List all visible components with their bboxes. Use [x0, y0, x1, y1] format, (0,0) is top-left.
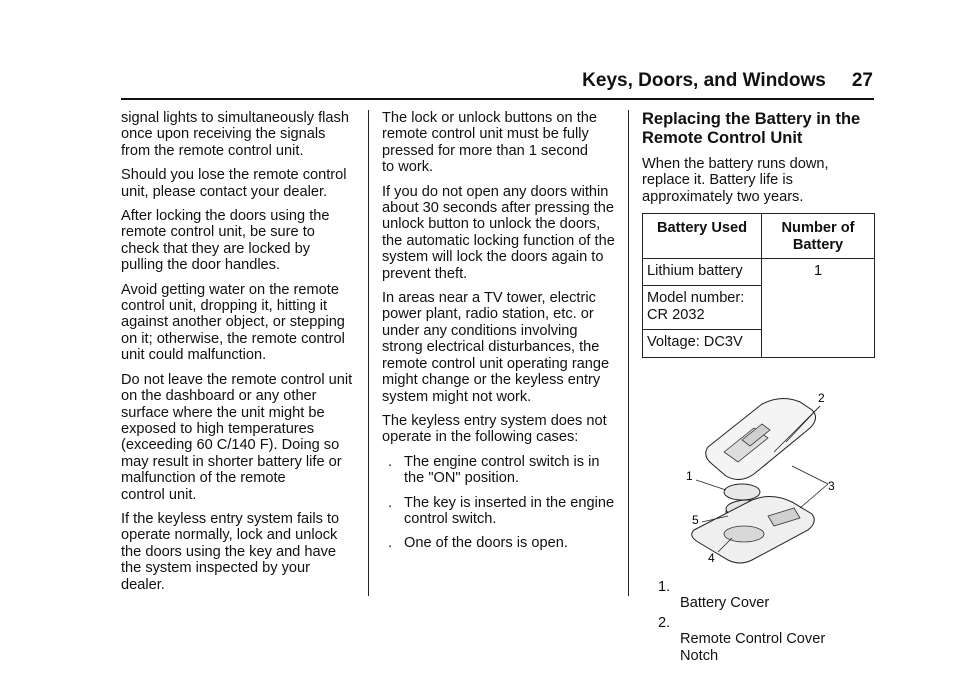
paragraph: Should you lose the remote control unit, please contact your dealer. [121, 167, 347, 200]
caption-text: Battery Cover [680, 595, 770, 612]
table-cell: Model number: CR 2032 [643, 286, 762, 330]
figure-label: 5 [692, 512, 699, 527]
table-cell: Voltage: DC3V [643, 330, 762, 357]
bullet-list [382, 454, 616, 552]
list-item [382, 535, 616, 551]
figure-caption [658, 579, 874, 664]
header-rule [121, 98, 874, 100]
column-1 [121, 110, 353, 601]
paragraph: Avoid getting water on the remote control unit, dropping it, hitting it against another object, or stepping on it; otherwise, the remote control unit could malfunction. [121, 281, 345, 364]
battery-cover-part [724, 484, 760, 500]
caption-number: 2. [658, 614, 671, 631]
column-2 [382, 110, 616, 560]
column-divider-2 [628, 110, 629, 596]
battery-spec-table [642, 213, 875, 357]
section-title: Keys, Doors, and Windows [582, 70, 826, 91]
paragraph: The lock or unlock buttons on the remote control unit must be fully pressed for more than 1 second to work. [382, 110, 597, 176]
column-3 [642, 110, 874, 667]
list-item [382, 495, 616, 528]
paragraph: In areas near a TV tower, electric power plant, radio station, etc. or under any conditions involving strong electrical disturbances, the remote control unit operating range might change or the keyless entry system might not work. [382, 290, 610, 405]
paragraph: If the keyless entry system fails to operate normally, lock and unlock the doors using the key and have the system inspected by your dealer. [121, 510, 340, 593]
list-item [382, 454, 616, 487]
caption-text: Remote Control Cover Notch [680, 631, 826, 664]
section-heading: Replacing the Battery in the Remote Control Unit [642, 110, 861, 147]
column-divider-1 [368, 110, 369, 596]
table-header: Number of Battery [762, 214, 875, 259]
leader-line [800, 484, 828, 508]
figure-label: 2 [818, 391, 825, 405]
figure-label: 1 [686, 468, 693, 483]
caption-number: 1. [658, 579, 671, 596]
figure-label: 4 [708, 550, 715, 565]
bullet-marker: . [388, 494, 393, 511]
paragraph: When the battery runs down, replace it. Battery life is approximately two years. [642, 156, 829, 205]
paragraph: If you do not open any doors within about 30 seconds after pressing the unlock button to unlock the doors, the automatic locking function of the system will lock the doors again to prevent theft. [382, 183, 615, 282]
list-item-text: One of the doors is open. [404, 535, 568, 552]
remote-battery-diagram [682, 392, 842, 567]
caption-item [658, 615, 874, 664]
table-cell: Lithium battery [643, 259, 762, 286]
table-row [643, 259, 875, 286]
paragraph: The keyless entry system does not operate in the following cases: [382, 412, 607, 446]
figure-label: 3 [828, 478, 835, 493]
page-number: 27 [851, 70, 873, 91]
bullet-marker: . [388, 453, 393, 470]
battery-count-cell: 1 [762, 259, 875, 358]
list-item-text: The engine control switch is in the "ON" position. [404, 453, 600, 487]
paragraph: After locking the doors using the remote control unit, be sure to check that they are locked by pulling the door handles. [121, 208, 330, 274]
caption-item [658, 579, 874, 612]
table-header-row [643, 214, 875, 259]
leader-line [792, 466, 828, 484]
paragraph: signal lights to simultaneously flash once upon receiving the signals from the remote control unit. [121, 110, 349, 159]
leader-line [696, 480, 726, 490]
paragraph: Do not leave the remote control unit on the dashboard or any other surface where the unit might be exposed to high temperatures (exceeding 60 C/140 F). Doing so may result in shorter battery life or malfunction of the remote control unit. [121, 371, 353, 503]
bullet-marker: . [388, 535, 393, 552]
table-header: Battery Used [643, 214, 762, 259]
list-item-text: The key is inserted in the engine control switch. [404, 494, 615, 527]
page-header [0, 70, 873, 92]
